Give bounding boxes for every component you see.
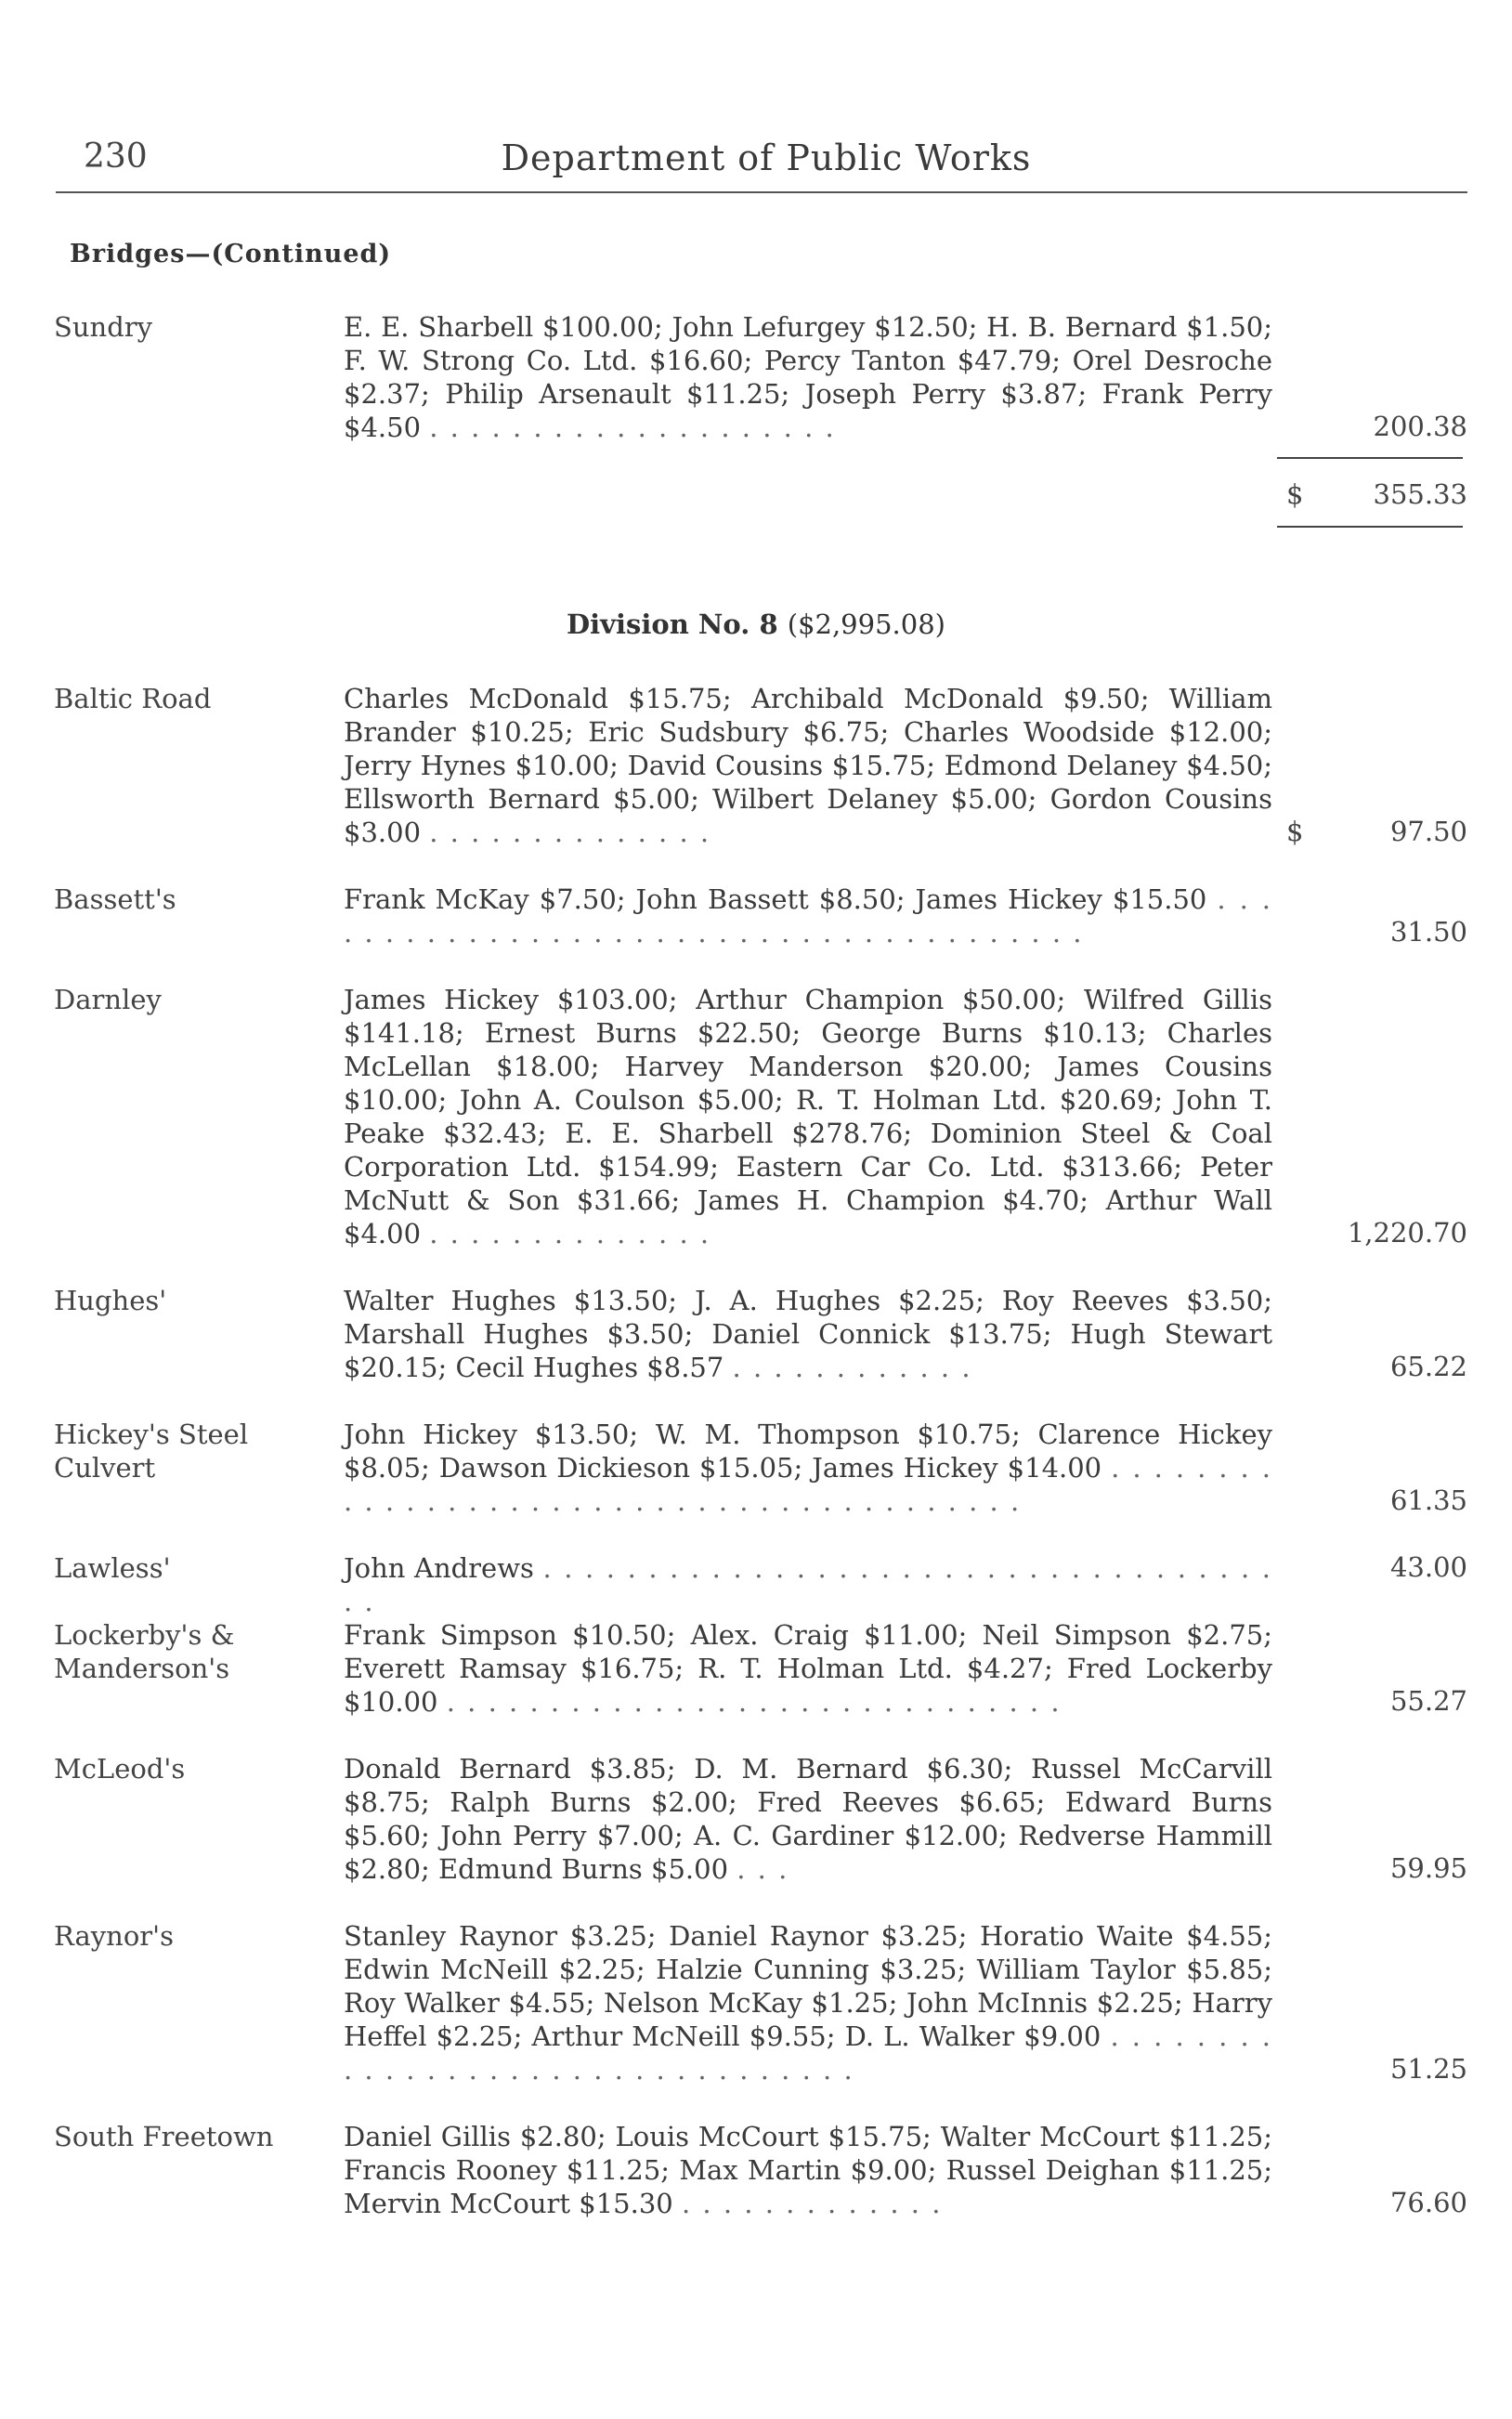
section-heading: Bridges—(Continued) — [70, 240, 392, 268]
entry-label: Baltic Road — [54, 683, 212, 714]
bridges-total-row — [0, 478, 1512, 516]
entry-text: Walter Hughes $13.50; J. A. Hughes $2.25; Roy Reeves $3.50; Marshall Hughes $3.50; Daniel Connick $13.75; Hugh Stewart $20.15; Cecil Hughes $8.57 . . . . . . . . . . . . — [344, 1285, 1272, 1383]
entry-label: Hickey's Steel Culvert — [54, 1419, 249, 1484]
entry-text: Charles McDonald $15.75; Archibald McDonald $9.50; William Brander $10.25; Eric Sudsbury $6.75; Charles Woodside $12.00; Jerry Hynes $10.00; David Cousins $15.75; Edmond Delaney $4.50; Ellsworth Bernard $5.00; Wilbert Delaney $5.00; Gordon Cousins $3.00 . . . . . . . . . . . . . . — [344, 683, 1272, 848]
header-rule — [56, 191, 1467, 193]
entry-text: Daniel Gillis $2.80; Louis McCourt $15.75; Walter McCourt $11.25; Francis Rooney $11.25; Max Martin $9.00; Russel Deighan $11.25; Mervin McCourt $15.30 . . . . . . . . . . . . . — [344, 2121, 1272, 2219]
leader-dots: . . . . . . . . . . . . . . — [429, 1218, 711, 1249]
total-currency: $ — [1286, 478, 1304, 510]
entry-text: James Hickey $103.00; Arthur Champion $50.00; Wilfred Gillis $141.18; Ernest Burns $22.50; George Burns $10.13; Charles McLellan $18.00; Harvey Manderson $20.00; James Cousins $10.00; John A. Coulson $5.00; R. T. Holman Ltd. $20.69; John T. Peake $32.43; E. E. Sharbell $278.76; Dominion Steel & Coal Corporation Ltd. $154.99; Eastern Car Co. Ltd. $313.66; Peter McNutt & Son $31.66; James H. Champion $4.70; Arthur Wall $4.00 . . . . . . . . . . . . . . — [344, 984, 1272, 1249]
entry-label: South Freetown — [54, 2121, 274, 2152]
leader-dots: . . . . . . . . . . . . . . . . . . . . . . . . . . . . . . . . . . . . . — [344, 1552, 1273, 1617]
entry-amount: 76.60 — [1389, 2187, 1467, 2218]
entry-amount: 1,220.70 — [1347, 1217, 1467, 1249]
entry-label: Sundry — [54, 311, 153, 343]
entry-text: John Andrews . . . . . . . . . . . . . . . . . . . . . . . . . . . . . . . . . . . . . — [344, 1552, 1273, 1617]
entry-amount: 55.27 — [1389, 1685, 1467, 1717]
leader-dots: . . . . . . . . . . . . . . — [429, 817, 711, 848]
entry-text: John Hickey $13.50; W. M. Thompson $10.75; Clarence Hickey $8.05; Dawson Dickieson $15.05; James Hickey $14.00 . . . . . . . . . . . . . . . . . . . . . . . . . . . . . . . . . . . . . . . . . — [344, 1419, 1272, 1517]
division-title: Division No. 8 — [567, 608, 778, 640]
leader-dots: . . . . . . . . . . . . . . . . . . . . . . . . . . . . . . — [446, 1686, 1062, 1718]
entry-amount: 31.50 — [1389, 916, 1467, 948]
entry-label: Lockerby's & Manderson's — [54, 1619, 235, 1684]
division-total: ($2,995.08) — [787, 608, 945, 640]
entry-text: E. E. Sharbell $100.00; John Lefurgey $12.50; H. B. Bernard $1.50; F. W. Strong Co. Ltd. $16.60; Percy Tanton $47.79; Orel Desroche $2.37; Philip Arsenault $11.25; Joseph Perry $3.87; Frank Perry $4.50 . . . . . . . . . . . . . . . . . . . . — [344, 311, 1272, 443]
leader-dots: . . . . . . . . . . . . — [732, 1352, 972, 1383]
entry-label: Bassett's — [54, 883, 176, 915]
entry-text: Frank McKay $7.50; John Bassett $8.50; James Hickey $15.50 . . . . . . . . . . . . . . . . . . . . . . . . . . . . . . . . . . . . . . . — [344, 883, 1272, 948]
leader-dots: . . . . . . . . . . . . . — [681, 2188, 943, 2219]
leader-dots: . . . — [736, 1853, 789, 1885]
entry-currency: $ — [1286, 816, 1304, 847]
leader-dots: . . . . . . . . . . . . . . . . . . . . . . . . . . . . . . . . . . . . . . . . . — [344, 1452, 1272, 1517]
entry-text: Frank Simpson $10.50; Alex. Craig $11.00; Neil Simpson $2.75; Everett Ramsay $16.75; R. T. Holman Ltd. $4.27; Fred Lockerby $10.00 . . . . . . . . . . . . . . . . . . . . . . . . . . . . . . — [344, 1619, 1272, 1718]
entry-amount: 61.35 — [1389, 1484, 1467, 1516]
leader-dots: . . . . . . . . . . . . . . . . . . . . . . . . . . . . . . . . . — [344, 2020, 1273, 2086]
bridges-total-amount: 355.33 — [1373, 478, 1467, 510]
entry-label: Lawless' — [54, 1552, 171, 1584]
division-heading — [0, 608, 1512, 640]
page-number: 230 — [84, 137, 148, 176]
entry-amount: 97.50 — [1389, 816, 1467, 847]
entry-amount: 43.00 — [1389, 1551, 1467, 1583]
entry-amount: 200.38 — [1373, 411, 1467, 442]
leader-dots: . . . . . . . . . . . . . . . . . . . . — [429, 412, 836, 443]
total-rule — [1277, 526, 1463, 528]
entry-amount: 51.25 — [1389, 2053, 1467, 2085]
entry-label: McLeod's — [54, 1753, 186, 1785]
page-title: Department of Public Works — [501, 137, 1032, 178]
page-header — [56, 137, 1477, 193]
entry-label: Hughes' — [54, 1285, 167, 1316]
subtotal-rule — [1277, 457, 1463, 459]
entry-label: Raynor's — [54, 1920, 175, 1952]
entry-text: Stanley Raynor $3.25; Daniel Raynor $3.25; Horatio Waite $4.55; Edwin McNeill $2.25; Halzie Cunning $3.25; William Taylor $5.85; Roy Walker $4.55; Nelson McKay $1.25; John McInnis $2.25; Harry Heffel $2.25; Arthur McNeill $9.55; D. L. Walker $9.00 . . . . . . . . . . . . . . . . . . . . . . . . . . . . . . . . . — [344, 1920, 1273, 2086]
entry-label: Darnley — [54, 984, 162, 1015]
entry-amount: 65.22 — [1389, 1351, 1467, 1382]
entry-text: Donald Bernard $3.85; D. M. Bernard $6.30; Russel McCarvill $8.75; Ralph Burns $2.00; Fred Reeves $6.65; Edward Burns $5.60; John Perry $7.00; A. C. Gardiner $12.00; Redverse Hammill $2.80; Edmund Burns $5.00 . . . — [344, 1753, 1272, 1885]
leader-dots: . . . . . . . . . . . . . . . . . . . . . . . . . . . . . . . . . . . . . . . — [344, 883, 1272, 948]
entry-amount: 59.95 — [1389, 1852, 1467, 1884]
